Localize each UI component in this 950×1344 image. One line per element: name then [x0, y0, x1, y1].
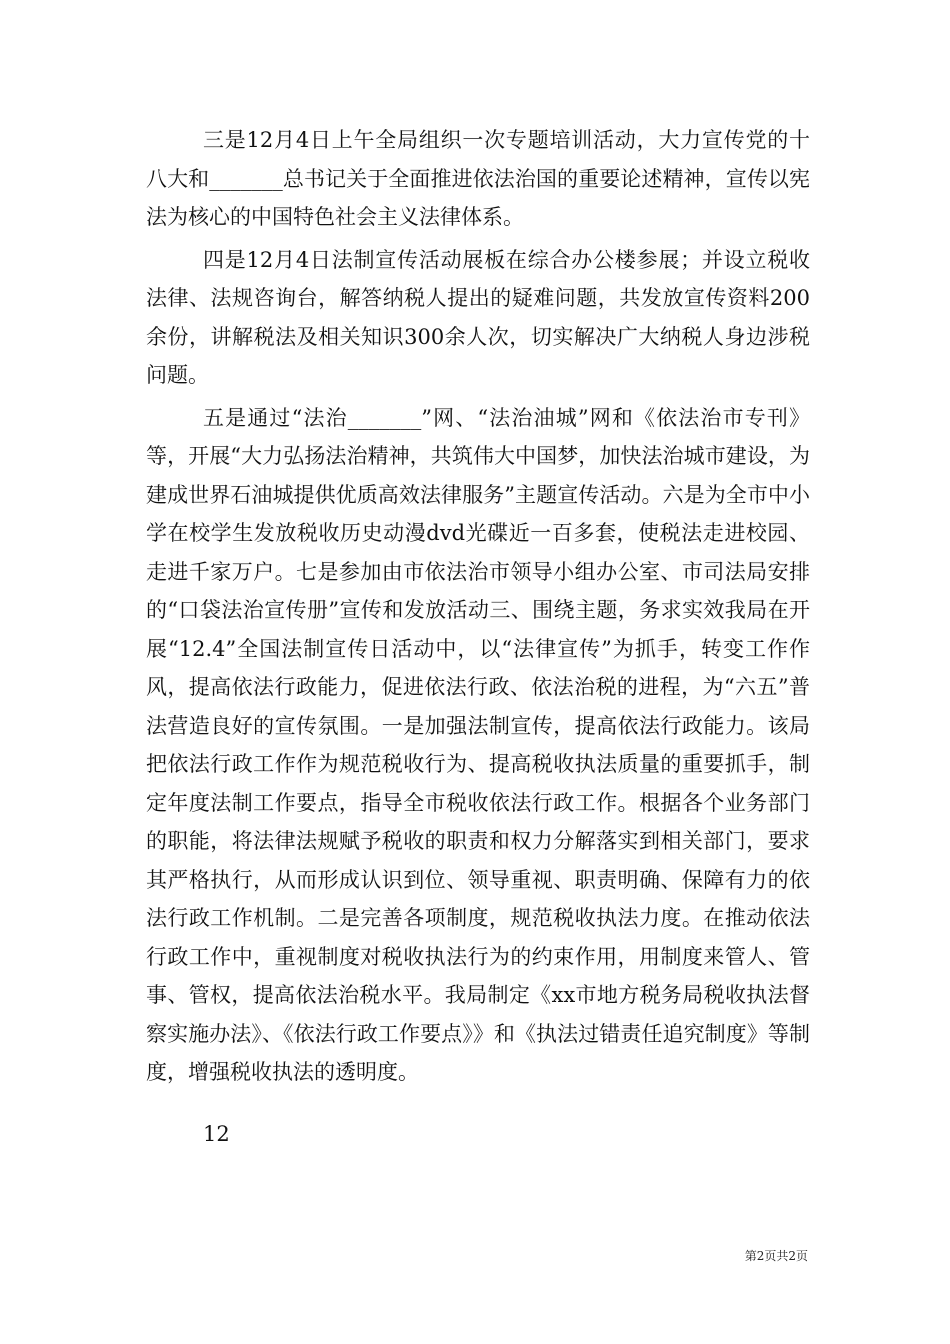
page-footer: 第2页共2页 — [744, 1249, 808, 1263]
paragraph-3: 五是通过“法治_______”网、“法治油城”网和《依法治市专刊》等，开展“大力弘扬法治精神，共筑伟大中国梦，加快法治城市建设，为建成世界石油城提供优质高效法律服务”主题宣传活动。六是为全市中小学在校学生发放税收历史动漫dvd光碟近一百多套，使税法走进校园、走进千家万户。七是参加由市依法治市领导小组办公室、市司法局安排的“口袋法治宣传册”宣传和发放活动三、围绕主题，务求实效我局在开展“12.4”全国法制宣传日活动中，以“法律宣传”为抓手，转变工作作风，提高依法行政能力，促进依法行政、依法治税的进程，为“六五”普法营造良好的宣传氛围。一是加强法制宣传，提高依法行政能力。该局把依法行政工作作为规范税收行为、提高税收执法质量的重要抓手，制定年度法制工作要点，指导全市税收依法行政工作。根据各个业务部门的职能，将法律法规赋予税收的职责和权力分解落实到相关部门，要求其严格执行，从而形成认识到位、领导重视、职责明确、保障有力的依法行政工作机制。二是完善各项制度，规范税收执法力度。在推动依法行政工作中，重视制度对税收执法行为的约束作用，用制度来管人、管事、管权，提高依法治税水平。我局制定《xx市地方税务局税收执法督察实施办法》、《依法行政工作要点》》和《执法过错责任追究制度》等制度，增强税收执法的透明度。 — [146, 405, 810, 1084]
document-body — [146, 121, 810, 1096]
paragraph-1: 三是12月4日上午全局组织一次专题培训活动，大力宣传党的十八大和_______总书记关于全面推进依法治国的重要论述精神，宣传以宪法为核心的中国特色社会主义法律体系。 — [146, 128, 810, 229]
paragraph-2: 四是12月4日法制宣传活动展板在综合办公楼参展；并设立税收法律、法规咨询台，解答纳税人提出的疑难问题，共发放宣传资料200余份，讲解税法及相关知识300余人次，切实解决广大纳税人身边涉税问题。 — [146, 247, 810, 387]
number-line: 12 — [203, 1122, 230, 1146]
